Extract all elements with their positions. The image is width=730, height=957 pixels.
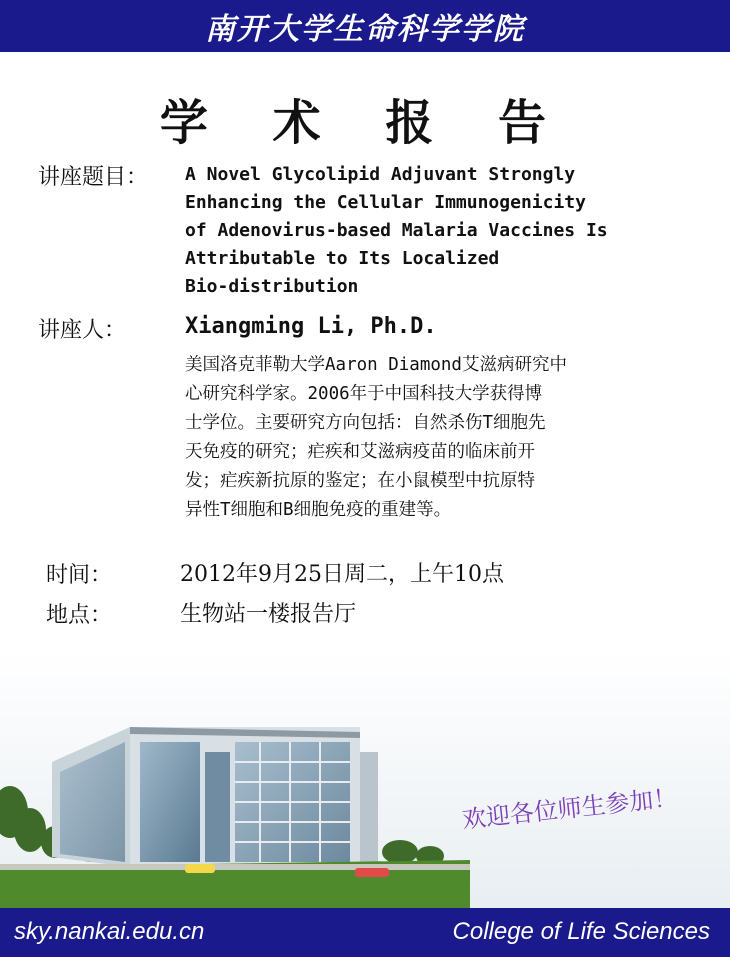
footer-banner [0,908,730,957]
place-value: 生物站一楼报告厅 [180,602,357,627]
topic-line: Attributable to Its Localized [185,248,500,269]
speaker-label: 讲座人： [38,318,127,343]
bio-line: 士学位。主要研究方向包括：自然杀伤T细胞先 [185,413,546,433]
time-value: 2012年9月25日周二，上午10点 [180,562,504,587]
website-url: sky.nankai.edu.cn [14,918,205,945]
time-label: 时间： [46,563,113,588]
bio-line: 心研究科学家。2006年于中国科技大学获得博 [185,384,543,404]
building-illustration [0,652,730,908]
header-banner [0,0,730,52]
topic-line: Enhancing the Cellular Immunogenicity [185,192,586,213]
bio-line: 天免疫的研究；疟疾和艾滋病疫苗的临床前开 [185,442,535,462]
institution-title: 南开大学生命科学学院 [205,12,525,47]
speaker-name: Xiangming Li, Ph.D. [185,314,437,339]
speaker-bio [185,351,685,525]
page-title: 学 术 报 告 [159,95,571,151]
college-name: College of Life Sciences [452,918,710,945]
topic-line: of Adenovirus-based Malaria Vaccines Is [185,220,608,241]
bio-line: 美国洛克菲勒大学Aaron Diamond艾滋病研究中 [185,355,567,375]
topic-line: A Novel Glycolipid Adjuvant Strongly [185,164,576,185]
welcome-message: 欢迎各位师生参加！ [460,783,679,834]
topic-line: Bio-distribution [185,276,359,297]
bio-line: 发；疟疾新抗原的鉴定；在小鼠模型中抗原特 [185,471,535,491]
building-image [0,652,730,908]
topic-text [185,161,705,301]
topic-label: 讲座题目： [38,165,149,190]
bio-line: 异性T细胞和B细胞免疫的重建等。 [185,500,452,520]
place-label: 地点： [46,603,113,628]
